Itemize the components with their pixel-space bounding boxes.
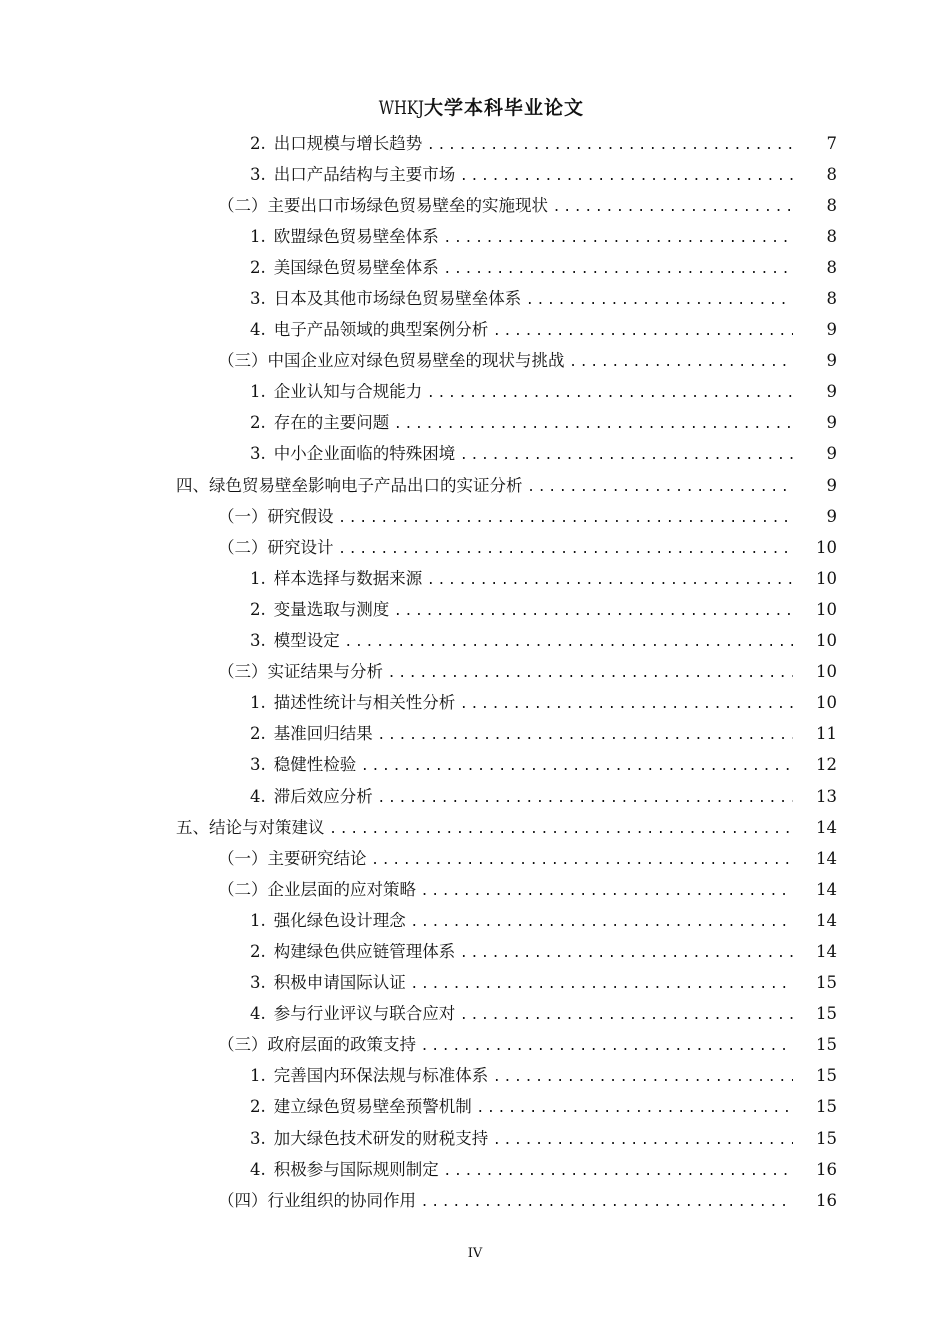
toc-entry-page: 14: [816, 817, 837, 837]
toc-entry[interactable]: [0, 750, 950, 781]
toc-entry-number: 2.: [250, 133, 266, 153]
toc-entry-page: 10: [816, 568, 837, 588]
toc-entry[interactable]: [0, 843, 950, 874]
toc-entry-title: 美国绿色贸易壁垒体系: [273, 257, 439, 277]
toc-entry[interactable]: [0, 1030, 950, 1061]
toc-entry-number: 2.: [250, 1097, 266, 1117]
toc-leader-dots: [529, 475, 794, 497]
toc-entry[interactable]: [0, 905, 950, 936]
toc-leader-dots: [461, 941, 793, 963]
toc-leader-dots: [461, 1003, 793, 1025]
toc-entry-number: 3.: [250, 631, 266, 651]
toc-entry[interactable]: [0, 159, 950, 190]
toc-entry-title: （三）中国企业应对绿色贸易壁垒的现状与挑战: [218, 351, 565, 371]
toc-entry-title: 建立绿色贸易壁垒预警机制: [273, 1097, 472, 1117]
toc-entry-title: 基准回归结果: [273, 724, 373, 744]
toc-leader-dots: [389, 661, 793, 683]
toc-entry-page: 12: [816, 755, 837, 775]
toc-entry-number: 3.: [250, 289, 266, 309]
toc-entry-page: 10: [816, 599, 837, 619]
toc-entry-title: 欧盟绿色贸易壁垒体系: [273, 226, 439, 246]
toc-entry-title: 积极申请国际认证: [273, 973, 406, 993]
toc-entry[interactable]: [0, 1185, 950, 1216]
toc-entry-number: 2.: [250, 413, 266, 433]
toc-entry-title: 强化绿色设计理念: [273, 910, 406, 930]
toc-entry[interactable]: [0, 470, 950, 501]
toc-entry-page: 13: [816, 786, 837, 806]
toc-entry-number: 4.: [250, 320, 266, 340]
toc-leader-dots: [379, 786, 793, 808]
toc-leader-dots: [331, 817, 794, 839]
toc-entry-number: 1.: [250, 226, 266, 246]
toc-entry[interactable]: [0, 719, 950, 750]
toc-entry-title: 参与行业评议与联合应对: [273, 1004, 456, 1024]
toc-entry[interactable]: [0, 501, 950, 532]
toc-entry-title: 样本选择与数据来源: [273, 568, 423, 588]
toc-entry-number: 1.: [250, 1066, 266, 1086]
toc-entry-page: 9: [826, 506, 837, 526]
toc-entry[interactable]: [0, 128, 950, 159]
toc-entry[interactable]: [0, 190, 950, 221]
toc-leader-dots: [494, 1128, 793, 1150]
toc-entry[interactable]: [0, 626, 950, 657]
toc-entry-page: 11: [816, 724, 837, 744]
toc-entry-page: 14: [816, 879, 837, 899]
toc-entry-title: 稳健性检验: [273, 755, 357, 775]
toc-leader-dots: [373, 848, 794, 870]
toc-entry-title: 中小企业面临的特殊困境: [273, 444, 456, 464]
toc-leader-dots: [445, 1159, 793, 1181]
table-of-contents: [0, 128, 950, 1216]
toc-entry[interactable]: [0, 812, 950, 843]
toc-entry[interactable]: [0, 252, 950, 283]
toc-entry-title: 企业认知与合规能力: [273, 382, 423, 402]
toc-entry[interactable]: [0, 1061, 950, 1092]
toc-entry-page: 8: [826, 164, 837, 184]
toc-leader-dots: [494, 1065, 793, 1087]
toc-entry-title: （三）实证结果与分析: [218, 662, 383, 682]
toc-entry[interactable]: [0, 439, 950, 470]
toc-entry-title: 四、绿色贸易壁垒影响电子产品出口的实证分析: [176, 475, 523, 495]
toc-entry-title: 出口产品结构与主要市场: [273, 164, 456, 184]
toc-entry-page: 10: [816, 662, 837, 682]
toc-entry-page: 14: [816, 910, 837, 930]
header-latin: WHKJ: [378, 97, 424, 119]
toc-entry-title: （四）行业组织的协同作用: [218, 1190, 416, 1210]
toc-entry-title: 构建绿色供应链管理体系: [273, 941, 456, 961]
toc-entry-number: 2.: [250, 724, 266, 744]
toc-entry-page: 9: [826, 320, 837, 340]
toc-entry-title: 积极参与国际规则制定: [273, 1159, 439, 1179]
toc-leader-dots: [494, 319, 793, 341]
toc-entry[interactable]: [0, 346, 950, 377]
toc-entry-number: 4.: [250, 1159, 266, 1179]
toc-entry-page: 9: [826, 382, 837, 402]
toc-entry-page: 8: [826, 289, 837, 309]
toc-entry-page: 10: [816, 693, 837, 713]
toc-leader-dots: [428, 381, 793, 403]
toc-leader-dots: [428, 133, 793, 155]
toc-entry-page: 8: [826, 195, 837, 215]
toc-entry[interactable]: [0, 874, 950, 905]
toc-leader-dots: [422, 1034, 793, 1056]
toc-entry[interactable]: [0, 408, 950, 439]
toc-entry-page: 10: [816, 537, 837, 557]
page-header: [0, 94, 950, 122]
toc-entry-page: 14: [816, 941, 837, 961]
toc-leader-dots: [461, 164, 793, 186]
toc-entry-title: 出口规模与增长趋势: [273, 133, 423, 153]
toc-entry[interactable]: [0, 688, 950, 719]
toc-entry[interactable]: [0, 1092, 950, 1123]
toc-leader-dots: [478, 1096, 793, 1118]
toc-entry-title: 描述性统计与相关性分析: [273, 693, 456, 713]
toc-entry[interactable]: [0, 377, 950, 408]
toc-entry[interactable]: [0, 781, 950, 812]
toc-entry[interactable]: [0, 283, 950, 314]
toc-leader-dots: [395, 412, 793, 434]
toc-leader-dots: [362, 754, 793, 776]
toc-entry-page: 7: [826, 133, 837, 153]
header-title: 大学本科毕业论文: [423, 97, 584, 119]
toc-entry-number: 1.: [250, 910, 266, 930]
toc-entry[interactable]: [0, 563, 950, 594]
toc-entry-page: 14: [816, 848, 837, 868]
toc-leader-dots: [422, 1190, 793, 1212]
toc-entry-page: 15: [816, 1128, 837, 1148]
toc-entry-page: 15: [816, 1004, 837, 1024]
toc-leader-dots: [527, 288, 793, 310]
toc-leader-dots: [428, 568, 793, 590]
toc-leader-dots: [340, 537, 794, 559]
toc-entry-number: 2.: [250, 257, 266, 277]
toc-leader-dots: [554, 195, 793, 217]
toc-leader-dots: [395, 599, 793, 621]
toc-leader-dots: [412, 972, 793, 994]
toc-entry-title: 电子产品领域的典型案例分析: [273, 320, 489, 340]
toc-entry-number: 4.: [250, 786, 266, 806]
toc-entry-title: 加大绿色技术研发的财税支持: [273, 1128, 489, 1148]
toc-leader-dots: [445, 257, 793, 279]
toc-entry[interactable]: [0, 657, 950, 688]
toc-entry[interactable]: [0, 1154, 950, 1185]
toc-entry[interactable]: [0, 315, 950, 346]
toc-entry-title: 变量选取与测度: [273, 599, 390, 619]
toc-entry-title: （三）政府层面的政策支持: [218, 1035, 416, 1055]
toc-entry-title: 完善国内环保法规与标准体系: [273, 1066, 489, 1086]
toc-entry-number: 3.: [250, 973, 266, 993]
toc-entry-number: 3.: [250, 1128, 266, 1148]
toc-entry-title: （二）企业层面的应对策略: [218, 879, 416, 899]
toc-entry-title: 日本及其他市场绿色贸易壁垒体系: [273, 289, 522, 309]
toc-entry-title: （一）主要研究结论: [218, 848, 367, 868]
toc-entry-number: 2.: [250, 599, 266, 619]
toc-entry-page: 9: [826, 444, 837, 464]
toc-entry-page: 10: [816, 631, 837, 651]
toc-entry[interactable]: [0, 594, 950, 625]
toc-leader-dots: [379, 723, 793, 745]
toc-entry-number: 1.: [250, 568, 266, 588]
toc-entry-page: 16: [816, 1190, 837, 1210]
toc-entry-page: 16: [816, 1159, 837, 1179]
toc-entry[interactable]: [0, 999, 950, 1030]
toc-entry-page: 15: [816, 973, 837, 993]
toc-entry-page: 15: [816, 1097, 837, 1117]
toc-entry-title: 存在的主要问题: [273, 413, 390, 433]
toc-entry[interactable]: [0, 1123, 950, 1154]
toc-leader-dots: [571, 350, 794, 372]
toc-entry[interactable]: [0, 968, 950, 999]
toc-entry-page: 9: [826, 413, 837, 433]
toc-entry-page: 9: [826, 475, 837, 495]
toc-entry[interactable]: [0, 532, 950, 563]
toc-entry-number: 1.: [250, 693, 266, 713]
toc-entry-page: 15: [816, 1035, 837, 1055]
toc-entry-page: 8: [826, 257, 837, 277]
toc-entry-title: 模型设定: [273, 631, 340, 651]
toc-entry-title: （一）研究假设: [218, 506, 334, 526]
toc-entry-number: 3.: [250, 444, 266, 464]
toc-entry-title: （二）研究设计: [218, 537, 334, 557]
toc-leader-dots: [340, 506, 794, 528]
toc-entry-page: 9: [826, 351, 837, 371]
toc-entry-title: 滞后效应分析: [273, 786, 373, 806]
toc-entry-number: 3.: [250, 164, 266, 184]
toc-leader-dots: [412, 910, 793, 932]
toc-leader-dots: [461, 692, 793, 714]
toc-leader-dots: [346, 630, 793, 652]
toc-entry-page: 15: [816, 1066, 837, 1086]
toc-leader-dots: [461, 443, 793, 465]
toc-entry-number: 2.: [250, 941, 266, 961]
toc-entry-number: 4.: [250, 1004, 266, 1024]
toc-entry-title: 五、结论与对策建议: [176, 817, 325, 837]
toc-entry-number: 1.: [250, 382, 266, 402]
toc-entry-page: 8: [826, 226, 837, 246]
toc-entry[interactable]: [0, 936, 950, 967]
toc-entry-title: （二）主要出口市场绿色贸易壁垒的实施现状: [218, 195, 548, 215]
toc-entry-number: 3.: [250, 755, 266, 775]
toc-leader-dots: [422, 879, 793, 901]
page-number: IV: [467, 1246, 483, 1261]
toc-entry[interactable]: [0, 221, 950, 252]
toc-leader-dots: [445, 226, 793, 248]
